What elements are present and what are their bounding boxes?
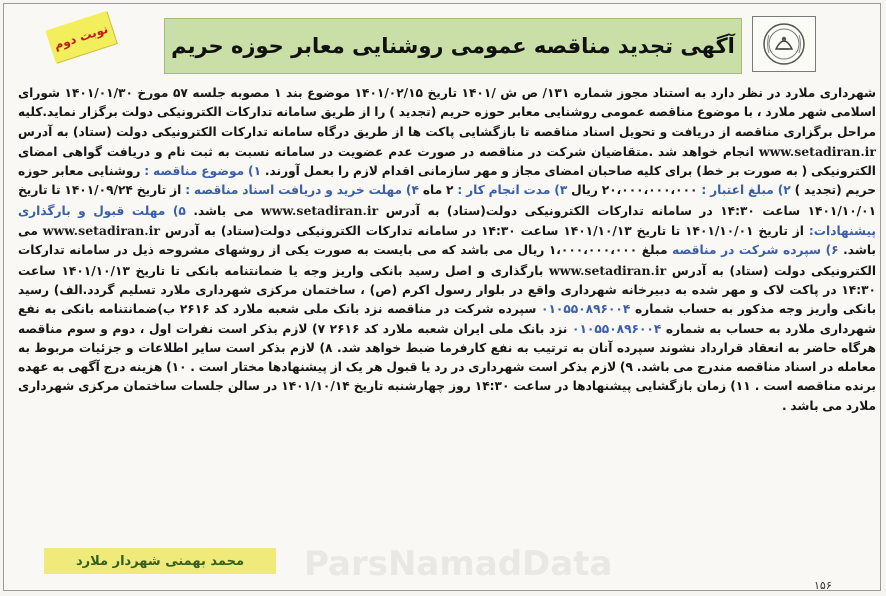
item-9: ۹) لازم بذکر است شهرداری در رد یا قبول هر یک از پیشنهادها مختار است . — [190, 360, 633, 375]
item-1-value: روشنایی معابر حوزه حریم (تجدید ) — [18, 164, 876, 198]
item-8: ۸) لازم بذکر است سایر اطلاعات و جزئیات مربوط به معامله در اسناد مناقصه مندرج می باشد. — [18, 340, 876, 375]
parsnamad-watermark: ParsNamadData — [304, 544, 613, 584]
advertisement-body — [18, 84, 876, 416]
item-10: ۱۰) هزینه درج آگهی به عهده برنده مناقصه است . — [18, 360, 876, 394]
item-5-label: ۵) مهلت قبول و بارگذاری پیشنهادات: — [18, 203, 876, 239]
item-3-value: ۲ ماه — [422, 183, 454, 198]
item-4-end: می باشد. — [193, 203, 254, 218]
intro-paragraph: شهرداری ملارد در نظر دارد به استناد مجوز شماره ۱۳۱/ ص ش /۱۴۰۱ تاریخ ۱۴۰۱/۰۲/۱۵ موضوع بند ۱ مصوبه جلسه ۵۷ مورخ ۱۴۰۱/۰۱/۳۰ شورای اسلامی شهر ملارد ، با موضوع مناقصه عمومی روشنایی معابر حوزه حریم (تجدید ) را از طریق سامانه تدارکات الکترونیکی دولت برگزار نماید.کلیه مراحل برگزاری مناقصه از دریافت و تحویل اسناد مناقصه تا بازگشایی پاکت ها از طریق درگاه سامانه تدارکات الکترونیکی دولت (ستاد) به آدرس — [18, 86, 876, 139]
signature-text: محمد بهمنی شهردار ملارد — [76, 553, 244, 569]
title-banner — [164, 18, 742, 74]
item-6-guarantee: سپرده شرکت در مناقصه نزد بانک ملی شعبه ملارد کد ۲۶۱۶ ب)ضمانتنامه بانکی به نفع شهرداری ملارد به حساب به شماره — [18, 302, 877, 336]
mayor-signature — [44, 548, 276, 574]
second-round-badge — [45, 11, 116, 63]
round-badge-label: نوبت دوم — [52, 21, 110, 53]
account-number-1: ۰۱۰۵۵۰۸۹۶۰۰۴ — [541, 302, 631, 317]
intro-paragraph-continued: انجام خواهد شد .متقاضیان شرکت در مناقصه در صورت عدم عضویت در سامانه نسبت به ثبت نام و دریافت گواهی امضای الکترونیکی ( به صورت بر خط) برای کلیه صاحبان امضای مجاز و مهر سازمانی اقدام لازم را بعمل آورند. — [18, 144, 876, 179]
item-5-value: از تاریخ ۱۴۰۱/۱۰/۰۱ تا تاریخ ۱۴۰۱/۱۰/۱۳ ساعت ۱۴:۳۰ در سامانه تدارکات الکترونیکی دولت(ستاد) به آدرس — [164, 224, 804, 239]
municipality-emblem-icon — [752, 16, 816, 72]
account-number-2: ۰۱۰۵۵۰۸۹۶۰۰۴ — [572, 321, 662, 336]
item-2-label: ۲) مبلغ اعتبار : — [701, 183, 791, 198]
page-number: ۱۵۶ — [814, 579, 832, 592]
item-2-value: ۲۰،۰۰۰،۰۰۰،۰۰۰ ریال — [571, 183, 698, 198]
item-4-value: از تاریخ ۱۴۰۱/۰۹/۲۴ تا تاریخ ۱۴۰۱/۱۰/۰۱ ساعت ۱۴:۳۰ در سامانه تدارکات الکترونیکی دولت(ستاد) به آدرس — [18, 183, 877, 218]
item-6-details: بارگذاری و اصل رسید بانکی واریز وجه یا ضمانتنامه بانکی تا تاریخ ۱۴۰۱/۱۰/۱۳ ساعت ۱۴:۳۰ در پاکت لاک و مهر شده به دبیرخانه شهرداری واقع در بلوار رسول اکرم (ص) ، ساختمان مرکزی شهرداری ملارد تسلیم گردد.الف) رسید بانکی واریز وجه مذکور به حساب شماره — [18, 263, 877, 317]
item-3-label: ۳) مدت انجام کار : — [457, 183, 568, 198]
item-4-label: ۴) مهلت خرید و دریافت اسناد مناقصه : — [185, 183, 419, 198]
item-1-label: ۱) موضوع مناقصه : — [144, 164, 262, 179]
setadiran-link[interactable]: www.setadiran.ir — [261, 202, 379, 218]
item-6-label: ۶) سپرده شرکت در مناقصه — [672, 243, 839, 258]
setadiran-link[interactable]: www.setadiran.ir — [42, 223, 160, 239]
page-title: آگهی تجدید مناقصه عمومی روشنایی معابر حوزه حریم — [171, 34, 735, 58]
setadiran-link[interactable]: www.setadiran.ir — [758, 143, 876, 159]
emblem-graphic — [759, 21, 809, 67]
item-7: ۷) لازم بذکر است نفرات اول ، دوم و سوم مناقصه هرگاه حاضر به انعقاد قرارداد نشوند سپرده آنان به ترتیب به نفع کارفرما ضبط خواهد شد. — [18, 321, 876, 355]
setadiran-link[interactable]: www.setadiran.ir — [549, 262, 667, 278]
tender-advertisement — [3, 3, 881, 591]
item-5-end: می باشد. — [18, 224, 876, 258]
item-11: ۱۱) زمان بازگشایی پیشنهادها در ساعت ۱۴:۳۰ روز چهارشنبه تاریخ ۱۴۰۱/۱۰/۱۴ در سالن جلسات ساختمان مرکزی شهرداری ملارد می باشد . — [18, 379, 876, 413]
item-6-value: مبلغ ۱،۰۰۰،۰۰۰،۰۰۰ ریال می باشد که می بایست به صورت یکی از روشهای مشروحه ذیل در سامانه تدارکات الکترونیکی دولت (ستاد) به آدرس — [18, 243, 876, 278]
item-6-bank: نزد بانک ملی ایران شعبه ملارد کد ۲۶۱۶ — [329, 321, 568, 336]
